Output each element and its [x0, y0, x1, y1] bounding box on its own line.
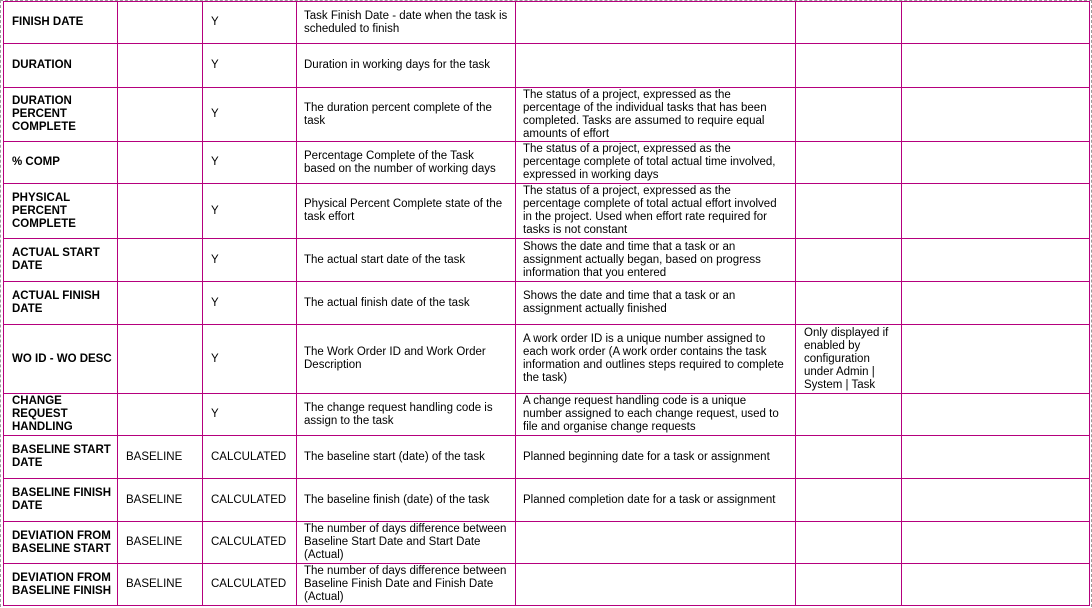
- module-cell: [118, 239, 203, 282]
- field-name-cell: FINISH DATE: [4, 2, 118, 44]
- module-cell: [118, 44, 203, 88]
- definition-cell: A work order ID is a unique number assigned to each work order (A work order contains the task information and outlines steps required to complete the task): [516, 325, 796, 394]
- module-cell: [118, 142, 203, 184]
- definition-cell: The status of a project, expressed as the percentage complete of total actual effort involved in the project. Used when effort rate required for tasks is not constant: [516, 184, 796, 239]
- module-cell: [118, 394, 203, 436]
- table-body: [4, 2, 1090, 606]
- definition-cell: Planned completion date for a task or assignment: [516, 479, 796, 522]
- source-cell: Y: [203, 184, 297, 239]
- extra-cell: [902, 394, 1090, 436]
- field-name-cell: WO ID - WO DESC: [4, 325, 118, 394]
- extra-cell: [902, 325, 1090, 394]
- module-cell: BASELINE: [118, 564, 203, 606]
- extra-cell: [902, 436, 1090, 479]
- source-cell: Y: [203, 325, 297, 394]
- module-cell: [118, 282, 203, 325]
- notes-cell: [796, 142, 902, 184]
- definition-cell: The status of a project, expressed as the percentage of the individual tasks that has been completed. Tasks are assumed to require equal amounts of effort: [516, 88, 796, 142]
- description-cell: Percentage Complete of the Task based on the number of working days: [297, 142, 516, 184]
- extra-cell: [902, 239, 1090, 282]
- notes-cell: Only displayed if enabled by configuration under Admin | System | Task: [796, 325, 902, 394]
- definition-cell: [516, 44, 796, 88]
- field-name-cell: DEVIATION FROM BASELINE START: [4, 522, 118, 564]
- module-cell: [118, 184, 203, 239]
- description-cell: The baseline finish (date) of the task: [297, 479, 516, 522]
- extra-cell: [902, 282, 1090, 325]
- definition-cell: Planned beginning date for a task or assignment: [516, 436, 796, 479]
- module-cell: BASELINE: [118, 436, 203, 479]
- description-cell: The number of days difference between Baseline Start Date and Start Date (Actual): [297, 522, 516, 564]
- source-cell: CALCULATED: [203, 479, 297, 522]
- table-row: [4, 184, 1090, 239]
- table-row: [4, 142, 1090, 184]
- field-name-cell: DURATION: [4, 44, 118, 88]
- definition-cell: The status of a project, expressed as the percentage complete of total actual time involved, expressed in working days: [516, 142, 796, 184]
- extra-cell: [902, 88, 1090, 142]
- description-cell: The change request handling code is assign to the task: [297, 394, 516, 436]
- notes-cell: [796, 564, 902, 606]
- description-cell: The baseline start (date) of the task: [297, 436, 516, 479]
- table-row: [4, 325, 1090, 394]
- extra-cell: [902, 44, 1090, 88]
- field-name-cell: PHYSICAL PERCENT COMPLETE: [4, 184, 118, 239]
- source-cell: Y: [203, 239, 297, 282]
- notes-cell: [796, 522, 902, 564]
- table-row: [4, 239, 1090, 282]
- table-row: [4, 479, 1090, 522]
- table-row: [4, 564, 1090, 606]
- source-cell: Y: [203, 2, 297, 44]
- module-cell: BASELINE: [118, 522, 203, 564]
- notes-cell: [796, 436, 902, 479]
- notes-cell: [796, 394, 902, 436]
- notes-cell: [796, 282, 902, 325]
- description-cell: The Work Order ID and Work Order Description: [297, 325, 516, 394]
- notes-cell: [796, 479, 902, 522]
- field-name-cell: ACTUAL FINISH DATE: [4, 282, 118, 325]
- field-name-cell: CHANGE REQUEST HANDLING: [4, 394, 118, 436]
- description-cell: Task Finish Date - date when the task is scheduled to finish: [297, 2, 516, 44]
- description-cell: The actual finish date of the task: [297, 282, 516, 325]
- table-row: [4, 88, 1090, 142]
- field-name-cell: % COMP: [4, 142, 118, 184]
- source-cell: Y: [203, 88, 297, 142]
- definition-cell: Shows the date and time that a task or an assignment actually finished: [516, 282, 796, 325]
- description-cell: The duration percent complete of the task: [297, 88, 516, 142]
- extra-cell: [902, 2, 1090, 44]
- field-name-cell: BASELINE START DATE: [4, 436, 118, 479]
- notes-cell: [796, 2, 902, 44]
- extra-cell: [902, 184, 1090, 239]
- source-cell: Y: [203, 394, 297, 436]
- extra-cell: [902, 142, 1090, 184]
- table-row: [4, 2, 1090, 44]
- source-cell: Y: [203, 282, 297, 325]
- module-cell: [118, 88, 203, 142]
- table-row: [4, 44, 1090, 88]
- table-row: [4, 522, 1090, 564]
- description-cell: The actual start date of the task: [297, 239, 516, 282]
- field-definitions-table: [3, 1, 1090, 606]
- notes-cell: [796, 88, 902, 142]
- source-cell: Y: [203, 142, 297, 184]
- table-row: [4, 394, 1090, 436]
- field-name-cell: ACTUAL START DATE: [4, 239, 118, 282]
- module-cell: [118, 325, 203, 394]
- extra-cell: [902, 522, 1090, 564]
- table-row: [4, 436, 1090, 479]
- source-cell: Y: [203, 44, 297, 88]
- source-cell: CALCULATED: [203, 564, 297, 606]
- extra-cell: [902, 479, 1090, 522]
- definition-cell: A change request handling code is a unique number assigned to each change request, used to file and organise change requests: [516, 394, 796, 436]
- source-cell: CALCULATED: [203, 436, 297, 479]
- description-cell: Physical Percent Complete state of the task effort: [297, 184, 516, 239]
- description-cell: Duration in working days for the task: [297, 44, 516, 88]
- description-cell: The number of days difference between Baseline Finish Date and Finish Date (Actual): [297, 564, 516, 606]
- field-name-cell: DURATION PERCENT COMPLETE: [4, 88, 118, 142]
- source-cell: CALCULATED: [203, 522, 297, 564]
- notes-cell: [796, 44, 902, 88]
- field-name-cell: BASELINE FINISH DATE: [4, 479, 118, 522]
- notes-cell: [796, 239, 902, 282]
- extra-cell: [902, 564, 1090, 606]
- definition-cell: [516, 564, 796, 606]
- definition-cell: [516, 2, 796, 44]
- module-cell: [118, 2, 203, 44]
- definition-cell: Shows the date and time that a task or an assignment actually began, based on progress information that you entered: [516, 239, 796, 282]
- module-cell: BASELINE: [118, 479, 203, 522]
- notes-cell: [796, 184, 902, 239]
- field-name-cell: DEVIATION FROM BASELINE FINISH: [4, 564, 118, 606]
- table-row: [4, 282, 1090, 325]
- definition-cell: [516, 522, 796, 564]
